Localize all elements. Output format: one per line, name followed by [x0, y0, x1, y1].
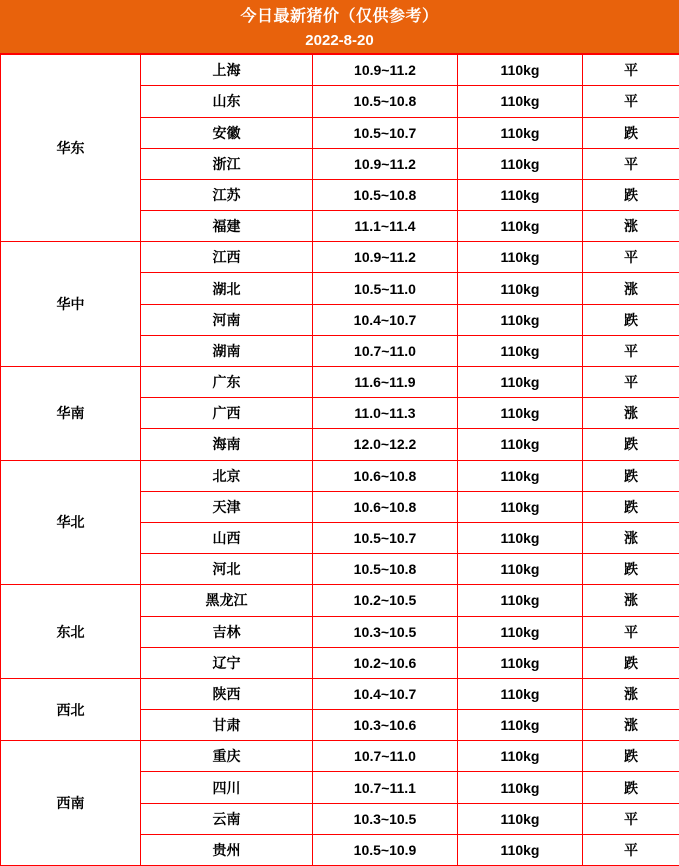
weight-cell: 110kg	[458, 741, 583, 772]
trend-cell: 涨	[583, 678, 679, 709]
province-cell: 广东	[141, 367, 313, 398]
trend-cell: 跌	[583, 304, 679, 335]
weight-cell: 110kg	[458, 834, 583, 865]
price-cell: 10.5~10.8	[313, 86, 458, 117]
table-row	[1, 367, 679, 398]
province-cell: 陕西	[141, 678, 313, 709]
province-cell: 山西	[141, 522, 313, 553]
trend-cell: 涨	[583, 211, 679, 242]
region-cell: 华北	[1, 460, 141, 585]
weight-cell: 110kg	[458, 55, 583, 86]
price-cell: 10.7~11.1	[313, 772, 458, 803]
weight-cell: 110kg	[458, 273, 583, 304]
region-cell: 华中	[1, 242, 141, 367]
trend-cell: 跌	[583, 117, 679, 148]
price-cell: 10.4~10.7	[313, 304, 458, 335]
trend-cell: 跌	[583, 460, 679, 491]
price-cell: 10.5~10.7	[313, 117, 458, 148]
weight-cell: 110kg	[458, 242, 583, 273]
trend-cell: 平	[583, 616, 679, 647]
province-cell: 辽宁	[141, 647, 313, 678]
province-cell: 四川	[141, 772, 313, 803]
weight-cell: 110kg	[458, 554, 583, 585]
trend-cell: 平	[583, 834, 679, 865]
region-cell: 华东	[1, 55, 141, 242]
weight-cell: 110kg	[458, 117, 583, 148]
price-cell: 10.7~11.0	[313, 335, 458, 366]
trend-cell: 跌	[583, 179, 679, 210]
province-cell: 湖南	[141, 335, 313, 366]
trend-cell: 涨	[583, 585, 679, 616]
province-cell: 黑龙江	[141, 585, 313, 616]
trend-cell: 跌	[583, 491, 679, 522]
province-cell: 安徽	[141, 117, 313, 148]
price-cell: 10.6~10.8	[313, 491, 458, 522]
weight-cell: 110kg	[458, 86, 583, 117]
price-table	[0, 54, 679, 866]
province-cell: 河北	[141, 554, 313, 585]
price-cell: 10.9~11.2	[313, 242, 458, 273]
price-cell: 10.5~10.7	[313, 522, 458, 553]
weight-cell: 110kg	[458, 710, 583, 741]
weight-cell: 110kg	[458, 179, 583, 210]
trend-cell: 涨	[583, 273, 679, 304]
table-row	[1, 585, 679, 616]
province-cell: 山东	[141, 86, 313, 117]
trend-cell: 跌	[583, 647, 679, 678]
trend-cell: 涨	[583, 398, 679, 429]
weight-cell: 110kg	[458, 304, 583, 335]
weight-cell: 110kg	[458, 211, 583, 242]
trend-cell: 跌	[583, 429, 679, 460]
province-cell: 贵州	[141, 834, 313, 865]
price-cell: 10.5~10.9	[313, 834, 458, 865]
weight-cell: 110kg	[458, 678, 583, 709]
price-cell: 10.6~10.8	[313, 460, 458, 491]
trend-cell: 平	[583, 86, 679, 117]
weight-cell: 110kg	[458, 335, 583, 366]
province-cell: 福建	[141, 211, 313, 242]
region-cell: 东北	[1, 585, 141, 679]
weight-cell: 110kg	[458, 367, 583, 398]
trend-cell: 平	[583, 335, 679, 366]
price-cell: 10.5~10.8	[313, 179, 458, 210]
price-cell: 12.0~12.2	[313, 429, 458, 460]
weight-cell: 110kg	[458, 803, 583, 834]
price-cell: 10.3~10.5	[313, 616, 458, 647]
trend-cell: 平	[583, 242, 679, 273]
trend-cell: 平	[583, 367, 679, 398]
weight-cell: 110kg	[458, 491, 583, 522]
price-cell: 10.9~11.2	[313, 55, 458, 86]
province-cell: 湖北	[141, 273, 313, 304]
weight-cell: 110kg	[458, 647, 583, 678]
price-cell: 10.2~10.5	[313, 585, 458, 616]
price-cell: 10.3~10.6	[313, 710, 458, 741]
table-row	[1, 460, 679, 491]
trend-cell: 跌	[583, 554, 679, 585]
trend-cell: 平	[583, 148, 679, 179]
weight-cell: 110kg	[458, 148, 583, 179]
province-cell: 广西	[141, 398, 313, 429]
province-cell: 重庆	[141, 741, 313, 772]
trend-cell: 涨	[583, 522, 679, 553]
province-cell: 海南	[141, 429, 313, 460]
province-cell: 江西	[141, 242, 313, 273]
province-cell: 上海	[141, 55, 313, 86]
table-row	[1, 741, 679, 772]
price-cell: 10.5~11.0	[313, 273, 458, 304]
region-cell: 西北	[1, 678, 141, 740]
price-cell: 11.0~11.3	[313, 398, 458, 429]
price-cell: 10.4~10.7	[313, 678, 458, 709]
trend-cell: 跌	[583, 772, 679, 803]
page-title: 今日最新猪价（仅供参考）	[0, 0, 679, 29]
weight-cell: 110kg	[458, 522, 583, 553]
province-cell: 天津	[141, 491, 313, 522]
trend-cell: 平	[583, 803, 679, 834]
trend-cell: 跌	[583, 741, 679, 772]
price-cell: 11.1~11.4	[313, 211, 458, 242]
region-cell: 西南	[1, 741, 141, 866]
province-cell: 浙江	[141, 148, 313, 179]
weight-cell: 110kg	[458, 398, 583, 429]
price-table-body	[1, 55, 679, 866]
weight-cell: 110kg	[458, 772, 583, 803]
province-cell: 云南	[141, 803, 313, 834]
province-cell: 江苏	[141, 179, 313, 210]
price-cell: 10.2~10.6	[313, 647, 458, 678]
price-cell: 10.7~11.0	[313, 741, 458, 772]
province-cell: 甘肃	[141, 710, 313, 741]
trend-cell: 平	[583, 55, 679, 86]
date-label: 2022-8-20	[0, 29, 679, 54]
weight-cell: 110kg	[458, 460, 583, 491]
price-cell: 11.6~11.9	[313, 367, 458, 398]
price-cell: 10.3~10.5	[313, 803, 458, 834]
table-row	[1, 242, 679, 273]
table-row	[1, 55, 679, 86]
trend-cell: 涨	[583, 710, 679, 741]
weight-cell: 110kg	[458, 429, 583, 460]
province-cell: 河南	[141, 304, 313, 335]
weight-cell: 110kg	[458, 585, 583, 616]
price-cell: 10.5~10.8	[313, 554, 458, 585]
price-cell: 10.9~11.2	[313, 148, 458, 179]
province-cell: 北京	[141, 460, 313, 491]
table-row	[1, 678, 679, 709]
weight-cell: 110kg	[458, 616, 583, 647]
region-cell: 华南	[1, 367, 141, 461]
province-cell: 吉林	[141, 616, 313, 647]
